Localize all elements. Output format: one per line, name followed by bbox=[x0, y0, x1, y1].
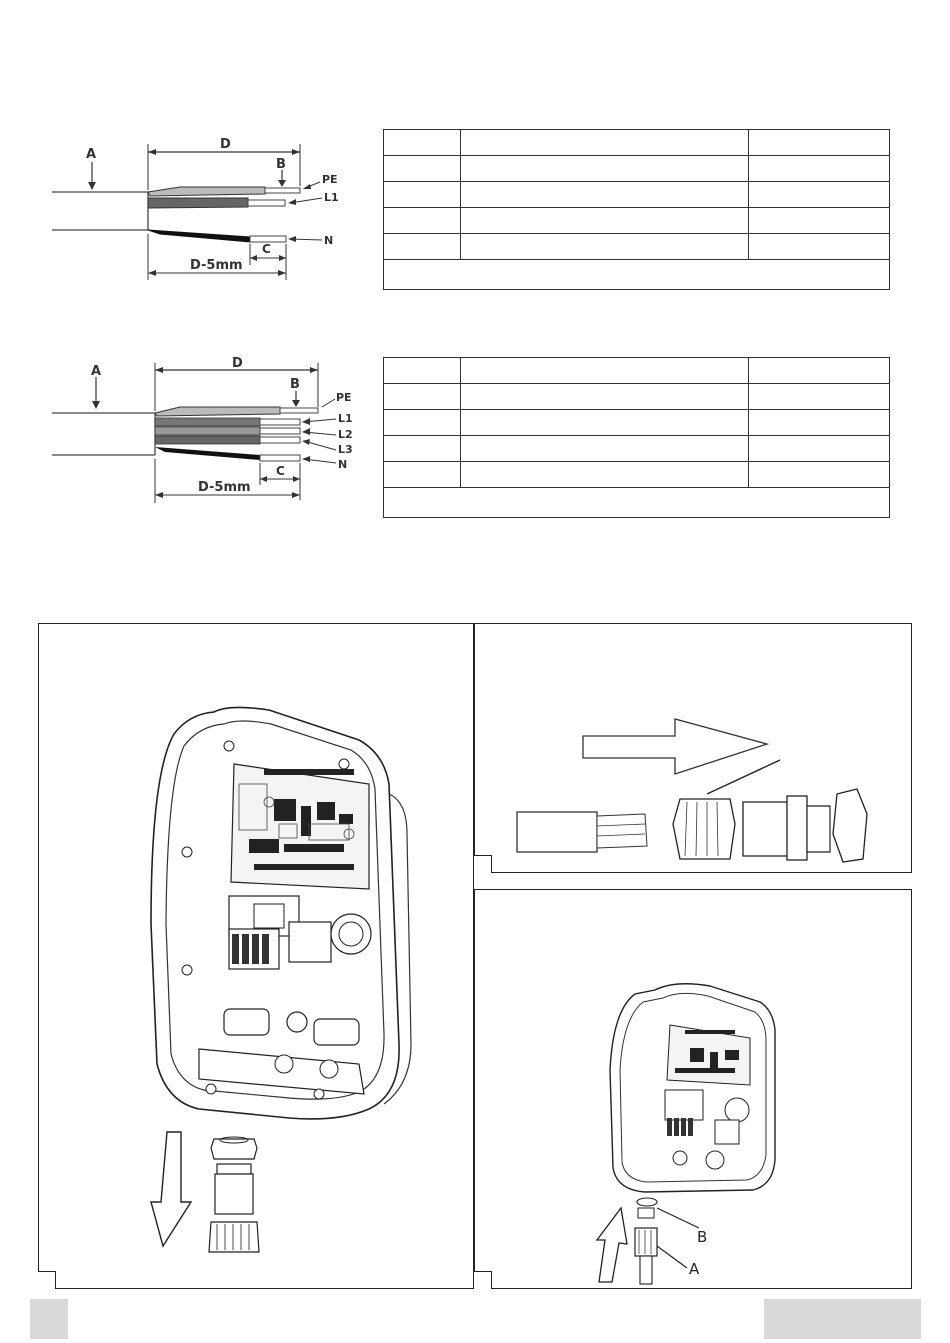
table-row bbox=[384, 436, 890, 462]
table-row bbox=[384, 384, 890, 410]
table-row bbox=[384, 182, 890, 208]
label-d: D bbox=[220, 137, 231, 152]
label-l1: L1 bbox=[338, 412, 353, 425]
cable-gland-exploded-illustration bbox=[475, 624, 911, 872]
table-footer-row bbox=[384, 260, 890, 290]
table-row bbox=[384, 234, 890, 260]
label-n: N bbox=[338, 458, 348, 471]
page-number-box bbox=[30, 1299, 68, 1339]
label-c: C bbox=[262, 242, 271, 256]
table-row bbox=[384, 130, 890, 156]
label-d-minus-5mm: D-5mm bbox=[198, 480, 251, 495]
cable-strip-diagram-three-phase bbox=[40, 355, 370, 515]
cable-insertion-illustration bbox=[475, 890, 911, 1288]
three-phase-spec-table bbox=[383, 357, 890, 518]
footer-section-box bbox=[764, 1299, 921, 1339]
label-n: N bbox=[324, 234, 334, 247]
label-b: B bbox=[290, 377, 300, 392]
label-a: A bbox=[689, 1260, 700, 1278]
table-row bbox=[384, 156, 890, 182]
label-pe: PE bbox=[336, 391, 352, 404]
label-b: B bbox=[697, 1228, 708, 1246]
table-row bbox=[384, 410, 890, 436]
table-footer-row bbox=[384, 488, 890, 518]
charger-enclosure-illustration bbox=[39, 624, 473, 1288]
step-panel-insert-cable bbox=[474, 889, 912, 1289]
label-l1: L1 bbox=[324, 191, 339, 204]
label-b: B bbox=[276, 157, 286, 172]
label-a: A bbox=[91, 364, 102, 379]
label-c: C bbox=[276, 464, 285, 478]
label-pe: PE bbox=[322, 173, 338, 186]
single-phase-spec-table bbox=[383, 129, 890, 290]
label-d: D bbox=[232, 356, 243, 371]
label-d-minus-5mm: D-5mm bbox=[190, 258, 243, 273]
step-number-box bbox=[474, 1271, 492, 1289]
step-number-box bbox=[474, 855, 492, 873]
label-l3: L3 bbox=[338, 443, 353, 456]
step-panel-remove-gland bbox=[38, 623, 474, 1289]
cable-strip-diagram-single-phase bbox=[40, 130, 360, 290]
label-a: A bbox=[86, 147, 97, 162]
table-row bbox=[384, 462, 890, 488]
step-panel-gland-assembly bbox=[474, 623, 912, 873]
table-row bbox=[384, 358, 890, 384]
label-l2: L2 bbox=[338, 428, 353, 441]
step-number-box bbox=[38, 1271, 56, 1289]
table-row bbox=[384, 208, 890, 234]
